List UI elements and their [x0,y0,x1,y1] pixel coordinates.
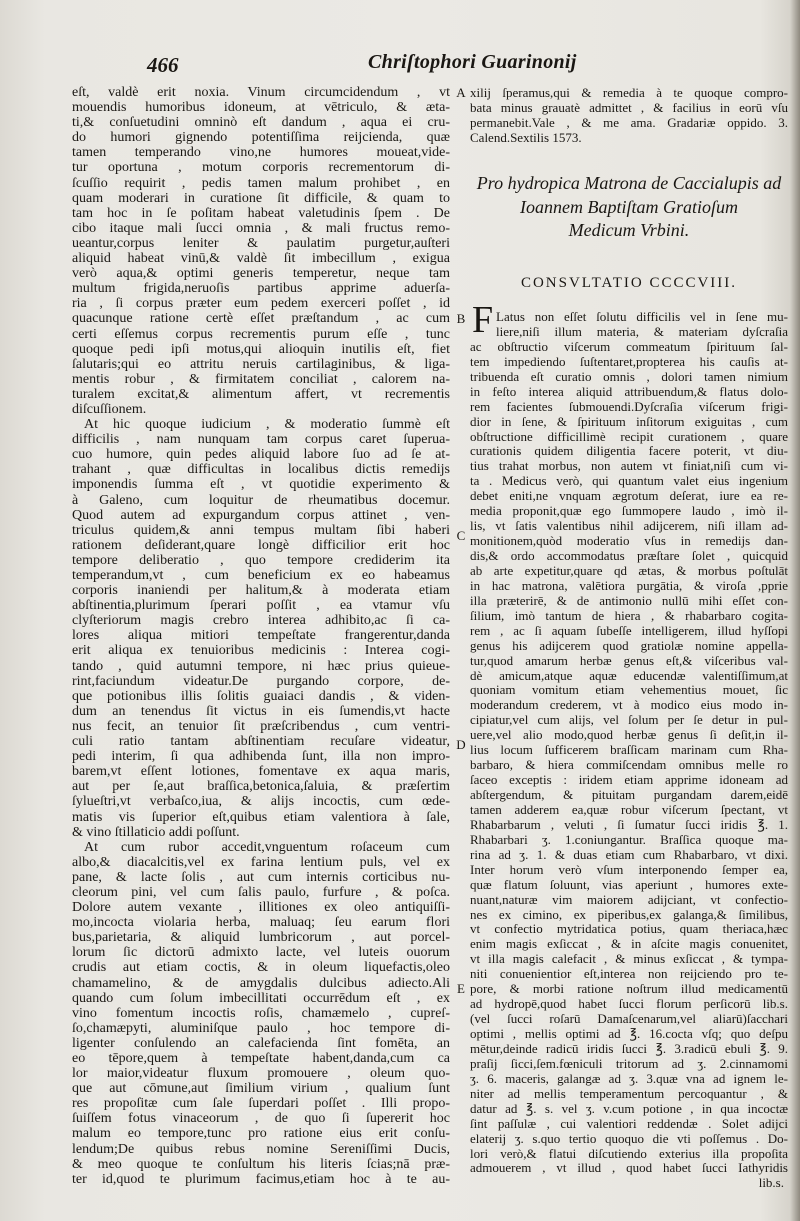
text-line: bata minus grauatè admittet , & facilius in eorū vſu [470,100,788,115]
text-line: optimi , mellis optimi ad ℥. 16.cocta vſq; quo deſpu [470,1027,788,1041]
text-line: à Galeno, cum loquitur de rheumatibus docemur. [72,492,450,508]
consultation-title-line: Pro hydropica Matrona de Caccialupis ad [476,173,782,193]
text-line: ſalutaris;qui eo attritu neruis cartilaginibus, & liga- [72,356,450,372]
text-line: ſilium, imò tantum de hiera , & rhabarbaro cogita- [470,608,788,623]
text-line: barem,vt eſſent lotiones, fomentave ex aqua maris, [72,764,450,780]
consultation-title-line: Medicum Vrbini. [568,220,690,240]
text-line: clyſteriorum magis crebro interea adhibito,ac ſi ca- [72,613,450,629]
text-line: lius locum ſufficerem braſſicam marinam cum Rha- [470,743,788,758]
text-line: temperandum,vt , cum beneficium ex eo habeamus [72,568,450,583]
text-line: datur ad ℥. s. vel ʒ. v.cum potione , in qua incoctæ [470,1101,788,1116]
text-line: (vel ſucci roſarū Damaſcenarum,vel aliarū)ſacchari [470,1012,788,1027]
text-line: Quod autem ad expurgandum corpus attinet , ven- [72,507,450,523]
text-line: rina ad ʒ. 1. & duas etiam cum Rhabarbaro, vt dixi. [470,847,788,862]
text-line: triculus quidem,& anni tempus multam ſibi haberi [72,522,450,538]
text-line: tius trahat morbus, non autem vt finiat,niſi cum vi- [470,459,788,474]
text-line: lores aliqua mitiori tempeſtate frangerentur,danda [72,628,450,644]
text-line: ſo,chamæpyti, aluminiſque paulo , hoc tempore di- [72,1020,450,1036]
running-title: Chriſtophori Guarinonij [368,51,577,73]
text-line: Dolore autem vexante , illitiones ex oleo antiquiſſi- [72,900,450,916]
text-line: ter id,quod te plurimum facimus,etiam hoc à te au- [72,1171,450,1187]
text-line: diſcuſſionem. [72,401,147,417]
text-line: Rhabarbarum , veluti , ſi ſumatur ſucci iridis ℥. 1. [470,817,788,832]
text-line: chamamelino, & de amygdalis dulcibus adiecto.Ali [72,975,450,991]
text-line: lib.s. [758,1176,784,1191]
text-line: tem impediendo ſuſtentaret,propterea his cauſis at- [470,354,788,369]
text-line: rem facientes ſubmouendi.Dyſcraſia viſcerum frigi- [470,399,788,414]
text-line: Calend.Sextilis 1573. [470,130,582,145]
text-line: enim magis exſiccat , & in aſcite magis conuenitet, [470,937,788,952]
text-line: eſt, valdè erit noxia. Vinum circumcidendum , vt [72,85,450,100]
text-line: malum eo tempore,tunc pro ratione eius erit conſu- [72,1126,450,1142]
text-line: ʒ. 6. maceris, galangæ ad ʒ. 3.quæ vna ad ignem le- [470,1071,788,1086]
text-line: dum an tenendus ſit victus in eis ſumendis,vt hacte [72,703,450,719]
text-line: corporis inaniendi per halitum,& à moderata etiam [72,583,450,599]
text-line: difficilis , nam nunquam tam corpus caret ſuperua- [72,432,450,448]
text-line: dis,& ordo accommodatus præſtare ſolet , quicquid [470,549,788,563]
margin-letter: A [456,85,466,100]
text-line: nus fecit, an tenuior ſit præſcribendus , cum ventri- [72,718,450,734]
text-line: pore, & morbi ratione noſtrum illud medicamentū [470,982,788,997]
text-line: tamen adderem ea,quæ robur viſcerum ſpectant, vt [470,802,788,817]
text-line: lori verò,& flatui diſcutiendo exterius illa propoſita [470,1146,788,1161]
text-line: eo tēpore,quem à tempeſtate habent,danda,cum ca [72,1051,450,1066]
text-line: ti,& conſuetudini omninò eſt dandum , aqua ei cru- [72,115,450,131]
text-line: media proponit,quæ ego ſummopere laudo , imò il- [470,504,788,519]
text-line: rationem deſiderant,quare longè difficilior erit hoc [72,537,450,553]
text-line: mouendis humoribus idoneum, at vētriculo, & æta- [72,100,450,116]
text-line: lorum ſic dictorū admixto lacte, vel luteis ouorum [72,945,450,961]
text-line: abſtergendum, & pituitam purgandam darem,eidē [470,788,788,802]
text-line: aut per ſe,aut braſſica,betonica,ſaluia, & præſertim [72,779,450,795]
text-line: ac obſtructio viſcerum commeatum ſpirituum ſal- [470,339,788,354]
text-line: nes ex cimino, ex piperibus,ex galanga,& ſimilibus, [470,907,788,922]
text-line: & meo quoque te conſultum his literis ſcias;nā præ- [72,1156,450,1172]
text-line: tur oportuna , motum corporis recrementorum di- [72,160,450,176]
text-line: ria , ſi corpus præter eum pedem exerceri poſſet , id [72,296,450,312]
text-line: pedi interim, ſi qua adhibenda ſunt, illa non impro- [72,749,450,765]
text-line: res propoſitæ cum ſale ſuperdari poſſet . Illi propo- [72,1096,450,1112]
text-line: debet eniti,ne vnquam ægrotum deſerat, iure ea re- [470,489,788,504]
text-line: in hac matrona, valētiora purgātia, & viroſa ,pprie [470,578,788,593]
text-line: cleorum pini, vel cum ſalis paulo, furfure , & poſca. [72,884,450,900]
text-line: monitionem,quòd moderatio vſus in remedijs dan- [470,534,788,549]
text-line: tur,quod amarum herbæ genus eſt,& viſceribus val- [470,653,788,668]
text-line: barbaro, & hiera commiſcendam omnibus melle ro [470,758,788,773]
text-line: imponendis ſumma eſt , vt quotidie experimento & [72,477,450,493]
text-line: quam moderari in curatione ſit difficile, & quam to [72,190,450,206]
text-line: obſtructione difficillimè recipit curationem , quare [470,429,788,444]
text-line: ueantur,corpus leniter & paulatim purgetur,auſteri [72,235,450,251]
text-line: uere,vel alio modo,quod herbæ genus ſi deſit,in il- [470,728,788,743]
text-line: erit aliqua ex tenuioribus medicinis : Interea cogi- [72,643,450,659]
text-line: cuo humore, quin pedes aliquid labore ſuo ad ſe at- [72,447,450,463]
text-line: ad hydropē,quod habet ſucci florum perſicorū lib.s. [470,997,788,1012]
text-line: Rhabarbari ʒ. 1.coniungantur. Braſſica quoque ma- [470,832,788,847]
text-line: tamen temperando vino,ne humores moueat,vide- [72,145,450,161]
text-line: ſylueſtri,vt verbaſco,iua, & alijs incoctis, cum œde- [72,794,450,810]
text-line: multum frigida,neruoſis partibus apprime aduerſa- [72,281,450,297]
text-line: tempore deliberatio , quo tempore crediderim ita [72,552,450,568]
text-line: tam hoc in ſe poſitam habeat valetudinis ſpem . De [72,205,450,221]
right-column [470,0,788,1221]
text-line: ligenter conſulendo an calefacienda ſint fomēta, an [72,1035,450,1051]
text-line: niter ad mellis temperamentum percoquantur , & [470,1086,788,1101]
text-line: cibo itaque mali ſucci omnia , & mali fructus remo- [72,220,450,236]
text-line: tando , quid autumni tempore, ni hæc prius quieue- [72,658,450,674]
text-line: in feſto interea aliquid attribuendum,& flatus dolo- [470,384,788,399]
margin-letter: B [456,311,466,326]
text-line: ſint paſſulæ , cui valentiori reddendæ . Solet adijci [470,1116,788,1131]
text-line: xilij ſperamus,qui & remedia à te quoque compro- [470,85,788,100]
consultation-body [470,310,788,1191]
text-line: dior in ſene, & ſpirituum inſitorum exiguitas , cum [470,414,788,429]
text-line: quando cum ſolum imbecillitati occurrēdum eſt , ex [72,990,450,1006]
text-line: vino fomentum incoctis roſis, chamæmelo , cupreſ- [72,1005,450,1021]
text-line: rem , ac ſi aquam ſubeſſe intelligerem, illud hyſſopi [470,623,788,638]
text-line: abſtinentia,plurimum ſperari poſſit , ea vtamur vſu [72,598,450,614]
text-line: At cum rubor accedit,vnguentum roſaceum cum [84,839,450,855]
text-line: moderandum crederem, vt à modico eius modo in- [470,698,788,713]
text-line: nuant,naturæ vim maiorem adijciant, vt confectio- [470,892,788,907]
text-line: do humori gignendo potentiſſima reijcienda, quæ [72,130,450,146]
text-line: quoque pedi ipſi motus,qui alioquin inutilis eſt, fiet [72,341,450,357]
text-line: quacunque ratione certè eſſet præſtandum , ac cum [72,311,450,327]
page-number: 466 [147,53,179,77]
text-line: mo,incocta violaria herba, maluaq; ſeu earum flori [72,915,450,931]
text-line: mentis robur , & firmitatem conciliat , calorem na- [72,371,450,387]
text-line: curationis quidem diligentia facere poterit, vt diu- [470,444,788,459]
text-line: aliquid habeat vinū,& valdè ſit imbecillum , exigua [72,251,450,267]
text-line: ſcuſſio requirit , pedis tamen malum prohibet , en [72,175,450,191]
margin-letter: E [457,981,465,996]
text-line: verò aqua,& optimi generis temperetur, neque tam [72,266,450,282]
text-line: culi ratio tantam abſtinentiam recuſare videatur, [72,734,450,750]
text-line: que aut cōmune,aut ſimilium virium , qualium ſunt [72,1081,450,1097]
text-line: ſuiſſem fotus vinaceorum , de quo ſi ſupererit hoc [72,1111,450,1127]
text-line: dè amicum,atque aquæ educendæ valentiſſimum,at [470,668,788,683]
text-line: Latus non eſſet ſolutu difficilis vel in ſene mu- [496,310,788,324]
text-line: crudis aut etiam coctis, & in oleum liquefactis,oleo [72,960,450,976]
text-line: matis vis ſuperior eſt,quibus etiam valentiora à ſale, [72,809,450,825]
text-line: praſij ſicci,ſem.fœniculi tritorum ad ʒ. 2.cinnamomi [470,1056,788,1071]
text-line: bus,parietaria, & aliquid lumbricorum , aut porcel- [72,930,450,946]
text-line: admouerem , vt illud , quod habet ſucci Iathyridis [470,1161,788,1176]
margin-letter: C [456,528,466,543]
text-line: albo,& diacalcitis,vel ex farina lentium puls, vel ex [72,854,450,870]
text-line: illa præterirē, & de antimonio nullū mihi eſſet con- [470,593,788,608]
text-line: vt confectio mytridatica potius, quam theriaca,hæc [470,922,788,937]
text-line: turalem excitat,& alimentum affert, vt recrementis [72,386,450,402]
text-line: certi eſſemus corpus recrementis purum eſſe , tunc [72,326,450,342]
text-line: quæ flatum ſoluunt, vias aperiunt , humores exte- [470,877,788,892]
text-line: mētur,deinde radicū iridis ſucci ℥. 3.radicū ebuli ℥. 9. [470,1041,788,1056]
text-line: vt illa magis calefacit , & minus exſiccat , & tympa- [470,952,788,967]
text-line: permanebit.Vale , & me ama. Gradariæ oppido. 3. [470,115,788,130]
text-line: pane, & lacte ſolis , aut cum internis corticibus nu- [72,869,450,885]
text-line: cipiatur,vel cum alijs, vel ſolum per ſe detur in pul- [470,713,788,728]
text-line: tribuenda eſt curatio omnis , dolori tamen nimium [470,369,788,384]
consultation-title-line: Ioannem Baptiſtam Gratioſum [520,197,738,217]
letter-closing [470,85,788,145]
drop-cap: F [472,299,494,341]
consultation-number: CONSVLTATIO CCCCVIII. [520,275,738,291]
text-line: ta . Medicus verò, qui quantum valet eius ingenium [470,474,788,489]
text-line: genus his adijcerem quod gratiolæ nomine appella- [470,638,788,653]
text-line: que potionibus illis ſolitis guaiaci dandis , & viden- [72,688,450,704]
text-line: & vino ſtillaticio addi poſſunt. [72,824,240,840]
text-line: quoniam vomitum etiam vehementius mouet, ſic [470,683,788,698]
text-line: At hic quoque iudicium , & moderatio ſummè eſt [84,417,450,433]
text-line: ab arte expetitur,quare qd ætas, & morbus poſtulāt [470,563,788,578]
text-line: ſaceo exceptis : iridem etiam apprime idoneam ad [470,773,788,788]
text-line: trahant , quæ difficultas in localibus dictis remedijs [72,462,450,478]
text-line: lis, vt ſatis valentibus nihil adijcerem, niſi illam ad- [470,519,788,534]
left-column [72,85,450,1187]
margin-letter: D [456,737,466,752]
text-line: Inter horum verò vſum interponendo ſemper ea, [470,862,788,877]
text-line: rint,faciundum videatur.De purgando corpore, de- [72,673,450,689]
text-line: elaterij ʒ. s.quo tertio quoquo die vti poſſemus . Do- [470,1131,788,1146]
text-line: lendum;De quibus rebus nomine Sereniſſimi Ducis, [72,1141,450,1157]
text-line: lor maior,videatur fluxum promouere , oleum quo- [72,1066,450,1082]
text-line: niti conuenientior eſt,interea non reijciendo pro te- [470,967,788,982]
text-line: liere,niſi illum materia, & materiam dyſcraſia [496,324,788,339]
